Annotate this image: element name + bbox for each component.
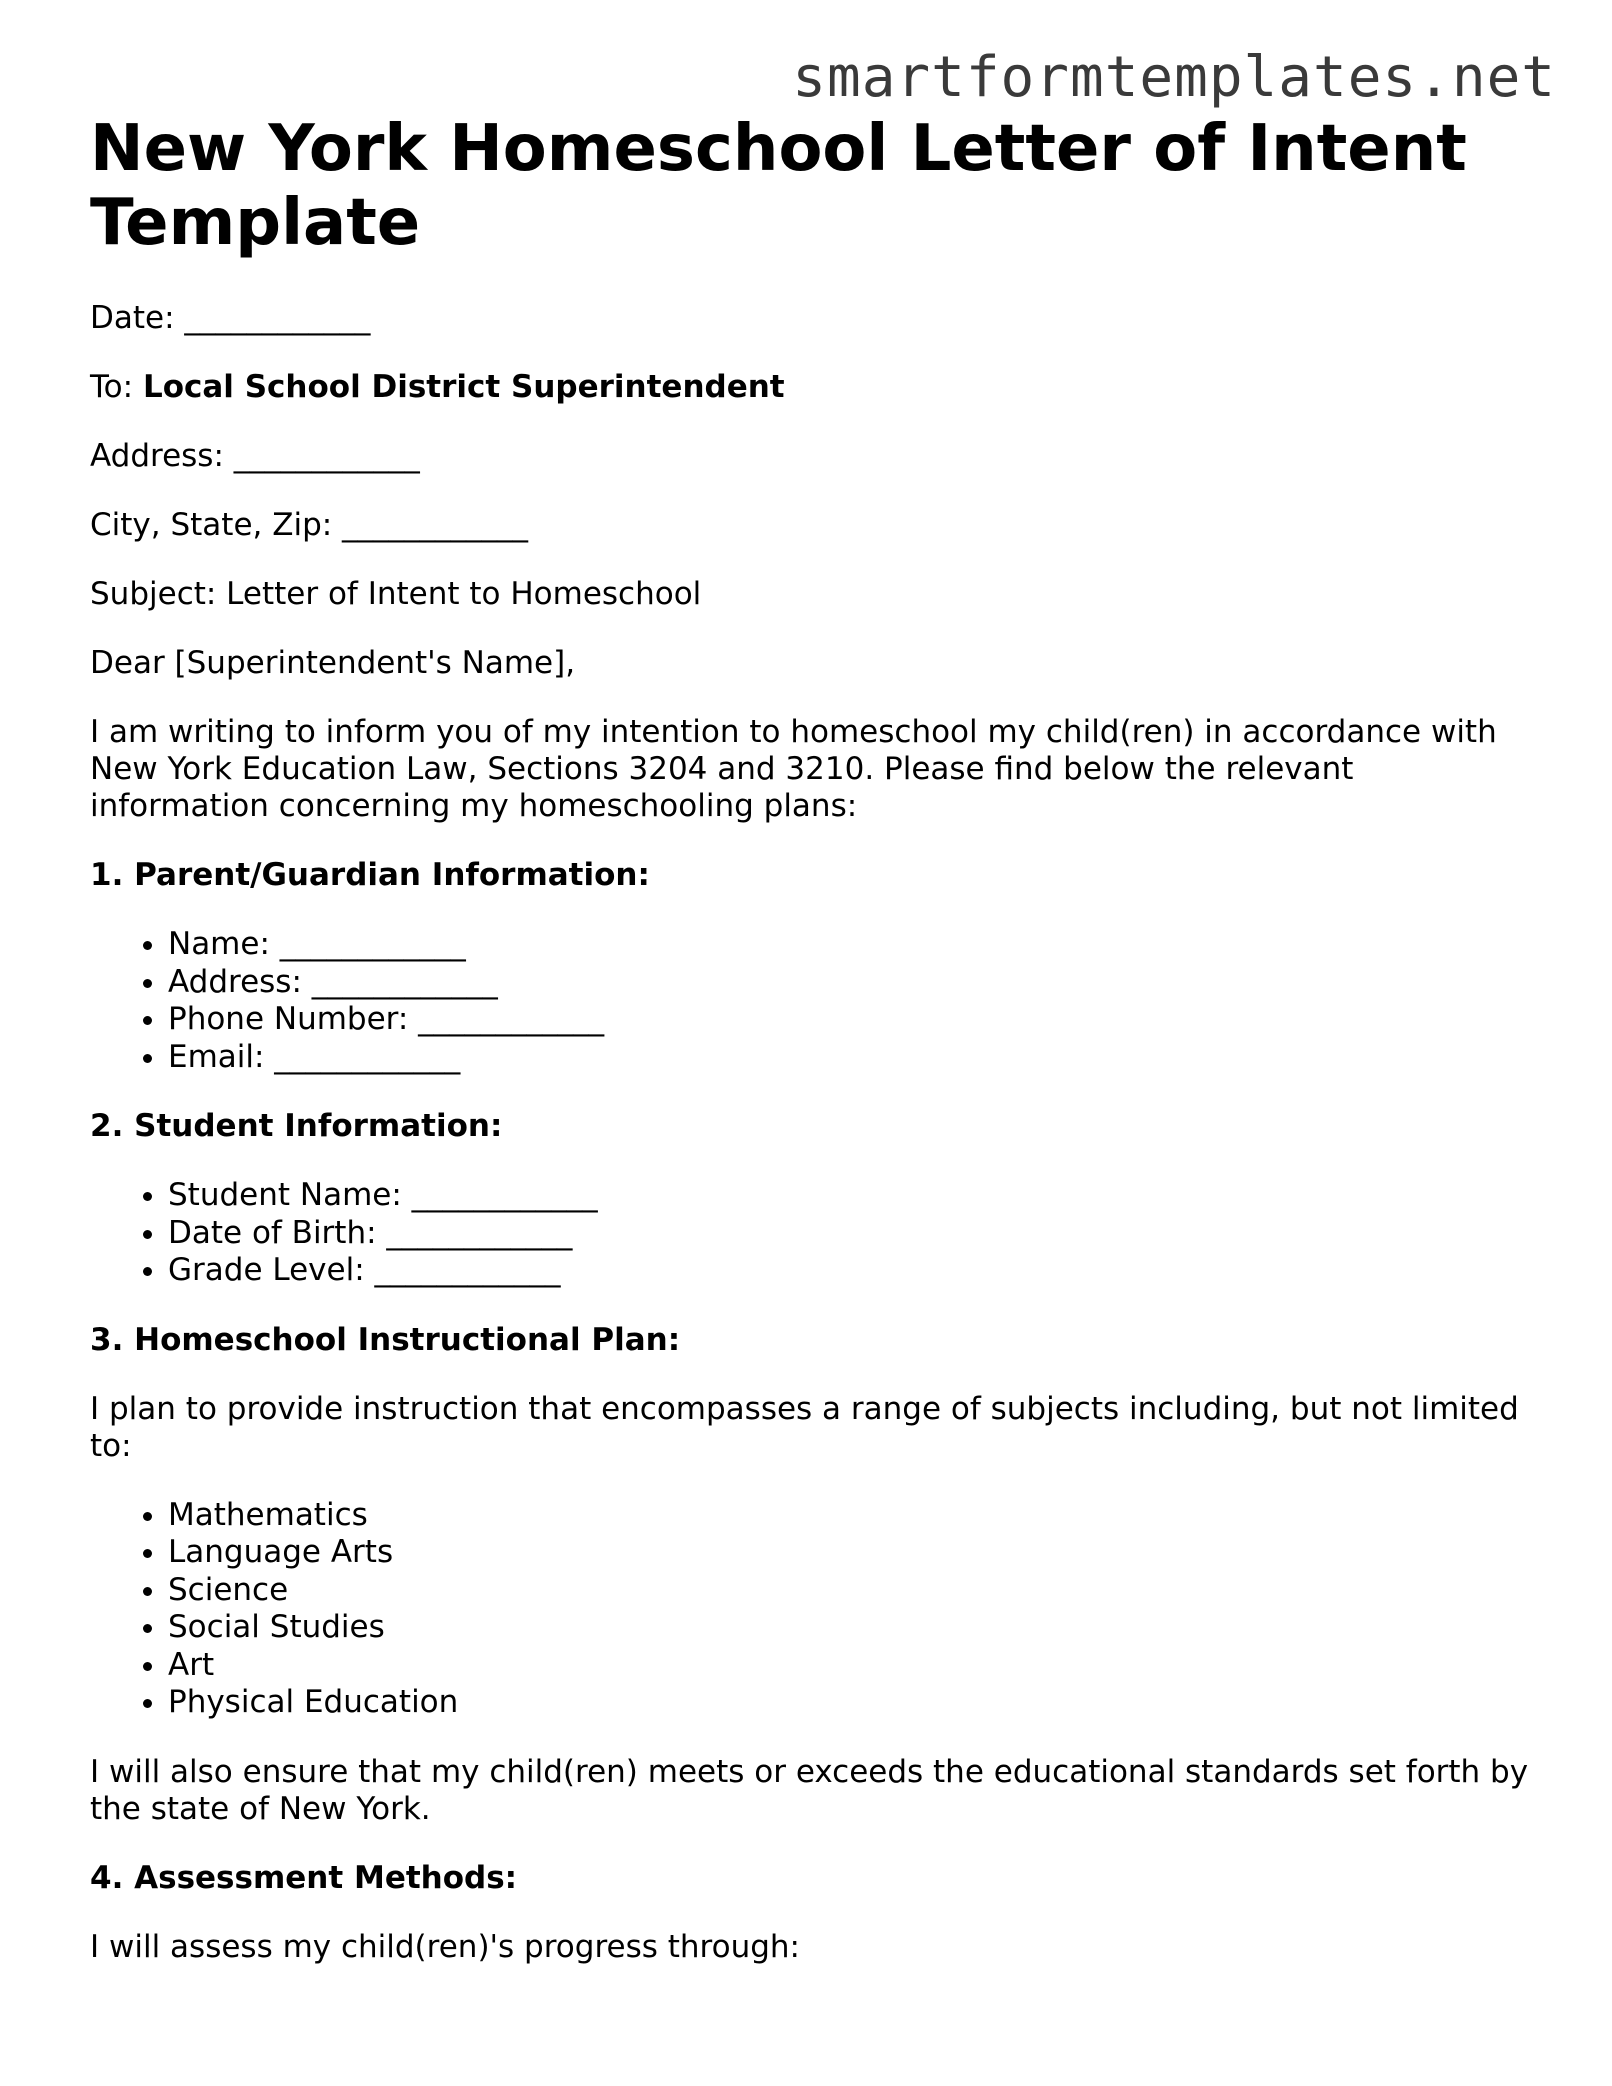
list-item: • Email: ____________ [168, 1039, 1530, 1077]
date-field: Date: ____________ [90, 300, 371, 336]
list-item: • Phone Number: ____________ [168, 1001, 1530, 1039]
student-info-list [90, 1177, 1530, 1290]
list-item: • Physical Education [168, 1684, 1530, 1722]
recipient-name: Local School District Superintendent [142, 369, 785, 405]
parent-info-list [90, 926, 1530, 1076]
subject-line: Subject: Letter of Intent to Homeschool [90, 576, 702, 612]
list-item: • Student Name: ____________ [168, 1177, 1530, 1215]
list-item: • Mathematics [168, 1497, 1530, 1535]
section-heading-parent: 1. Parent/Guardian Information: [90, 857, 650, 893]
address-field: Address: ____________ [90, 438, 420, 474]
plan-intro: I plan to provide instruction that encompasses a range of subjects including, but not limited to: [90, 1390, 1519, 1464]
list-item: • Grade Level: ____________ [168, 1252, 1530, 1290]
list-item: • Science [168, 1572, 1530, 1610]
recipient-line [90, 369, 1530, 406]
site-watermark: smartformtemplates.net [792, 45, 1556, 110]
recipient-label: To: [90, 369, 143, 405]
list-item: • Social Studies [168, 1609, 1530, 1647]
list-item: • Language Arts [168, 1534, 1530, 1572]
document-title: New York Homeschool Letter of Intent Template [90, 112, 1467, 260]
list-item: • Name: ____________ [168, 926, 1530, 964]
plan-closing: I will also ensure that my child(ren) meets or exceeds the educational standards set forth by the state of New York. [90, 1753, 1529, 1827]
salutation: Dear [Superintendent's Name], [90, 645, 576, 681]
list-item: • Address: ____________ [168, 964, 1530, 1002]
assessment-intro: I will assess my child(ren)'s progress through: [90, 1928, 800, 1965]
subjects-list [90, 1497, 1530, 1722]
letter-document [90, 112, 1530, 1998]
city-state-zip-field: City, State, Zip: ____________ [90, 507, 529, 543]
list-item: • Date of Birth: ____________ [168, 1215, 1530, 1253]
section-heading-student: 2. Student Information: [90, 1108, 503, 1144]
section-heading-assessment: 4. Assessment Methods: [90, 1859, 518, 1896]
intro-paragraph: I am writing to inform you of my intention to homeschool my child(ren) in accordance with New York Education Law, Sections 3204 and 3210. Please find below the relevant information concerning my homeschooling plans: [90, 714, 1497, 824]
list-item: • Art [168, 1647, 1530, 1685]
section-heading-plan: 3. Homeschool Instructional Plan: [90, 1321, 681, 1358]
